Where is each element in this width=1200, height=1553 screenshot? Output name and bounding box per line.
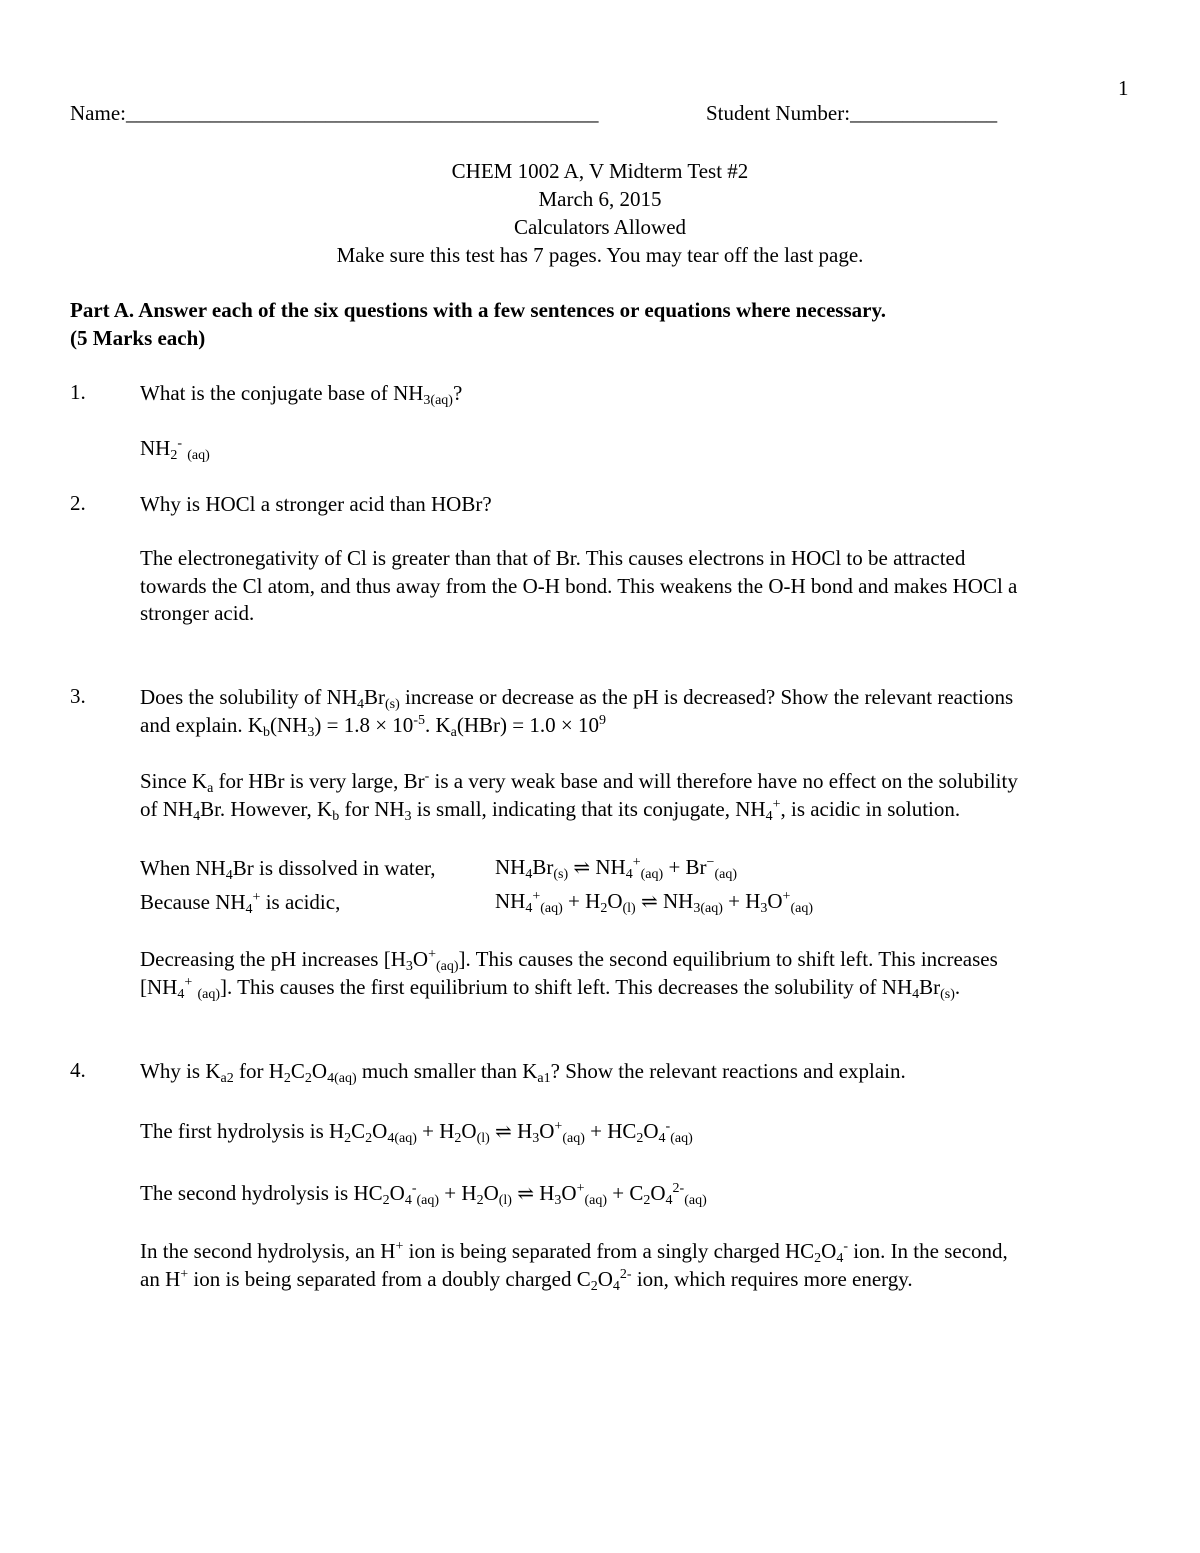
part-a-heading [70, 296, 1070, 352]
test-title: CHEM 1002 A, V Midterm Test #2 [451, 159, 749, 183]
question-2-number: 2. [70, 491, 86, 515]
test-header [0, 157, 1200, 269]
question-3-text: Does the solubility of $NH_4Br_{(s)}$ increase or decrease as the pH is decreased? Show the relevant reactions and explain. $K_b(NH_3) = 1.8 \times 10^{-5}$. $K_a(HBr) = 1.0 \times 10^9$ [140, 685, 1014, 740]
question-4-text: Why is $K_{a2}$ for $H_2C_2O_{4(aq)}$ much smaller than $K_{a1}$? Show the relevant reactions and explain. [140, 1059, 906, 1086]
test-instructions: Make sure this test has 7 pages. You may tear off the last page. [336, 243, 864, 267]
question-3-explanation: Since $K_a$ for HBr is very large, Br- is a very weak base and will therefore have no effect on the solubility of $NH_4Br$. However, $K_b$ for $NH_3$ is small, indicating that its conjugate, $NH_4^+$, is acidic in solution. [140, 769, 1018, 824]
question-1-text: What is the conjugate base of $NH_{3(aq)}$? [140, 381, 463, 408]
page-number: 1 [1118, 76, 1129, 100]
question-4-explanation: In the second hydrolysis, an H+ ion is being separated from a singly charged $HC_2O_4^-$ ion. In the second, an H+ ion is being separated from a doubly charged $C_2O_4^{2-}$ ion, which requires more energy. [140, 1239, 1008, 1294]
question-3-conclusion: Decreasing the pH increases $[H_3O^+_{(aq)}]$. This causes the second equilibrium to shift left. This increases [$NH_4^+$ $_{(aq)}$]. This causes the first equilibrium to shift left. This decreases the solubility of $NH_4Br_{(s)}$. [140, 947, 998, 1002]
second-hydrolysis: The second hydrolysis is $HC_2O_4^-_{(aq)} + H_2O_{(l)}$ ⇌ $H_3O^+_{(aq)} + C_2O_4^{2-}_{(aq)}$ [140, 1181, 707, 1208]
question-2-text: Why is HOCl a stronger acid than HOBr? [140, 492, 492, 516]
name-field: Name:_____________________________________________ [70, 101, 599, 125]
first-hydrolysis: The first hydrolysis is $H_2C_2O_{4(aq)} + H_2O_{(l)}$ ⇌ $H_3O^+_{(aq)} + HC_2O_4^-_{(aq)}$ [140, 1119, 693, 1146]
student-number-field: Student Number:______________ [706, 101, 998, 125]
equation-1-label: When $NH_4Br$ is dissolved in water, [140, 856, 436, 883]
question-2-answer-line1: The electronegativity of Cl is greater than that of Br. This causes electrons in HOCl to be attracted [140, 546, 966, 570]
test-date: March 6, 2015 [538, 187, 662, 211]
question-2-answer-line3: stronger acid. [140, 601, 255, 625]
question-2-answer [140, 545, 1017, 628]
part-a-heading-line2: (5 Marks each) [70, 326, 206, 350]
equation-1: $NH_4Br_{(s)}$ ⇌ $NH_4^+_{(aq)} + Br^-_{(aq)}$ [495, 855, 737, 882]
question-4-number: 4. [70, 1058, 86, 1082]
calculators-note: Calculators Allowed [513, 215, 687, 239]
question-1-answer: $NH_2^-$ $_{(aq)}$ [140, 436, 210, 463]
question-1-number: 1. [70, 380, 86, 404]
question-2-answer-line2: towards the Cl atom, and thus away from the O-H bond. This weakens the O-H bond and makes HOCl a [140, 573, 1018, 598]
part-a-heading-line1: Part A. Answer each of the six questions with a few sentences or equations where necessary. [70, 298, 887, 322]
equation-2-label: Because $NH_4^+$ is acidic, [140, 890, 341, 917]
equation-2: $NH_4^+_{(aq)} + H_2O_{(l)}$ ⇌ $NH_{3(aq)} + H_3O^+_{(aq)}$ [495, 889, 813, 916]
question-3-number: 3. [70, 684, 86, 708]
